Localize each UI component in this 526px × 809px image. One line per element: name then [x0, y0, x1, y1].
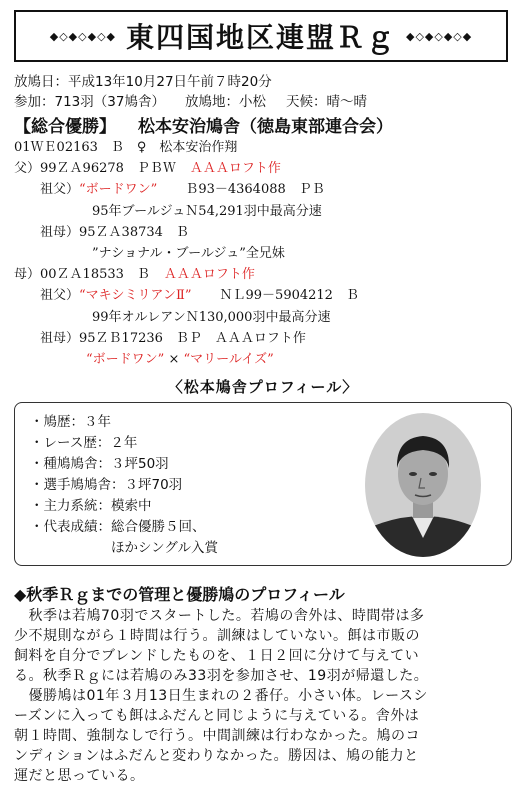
profile-item: ・代表成績：総合優勝５回、 — [30, 519, 206, 535]
paragraph-line: 少不規則ながら１時間は行う。訓練はしていない。餌は市販の — [14, 628, 420, 644]
paragraph-line: 朝１時間、強制なしで行う。中間訓練は行わなかった。鳩のコ — [14, 728, 420, 744]
sire-dam-line: 祖母）95ＺＡ38734 Ｂ — [40, 224, 189, 240]
profile-item: ・鳩歴：３年 — [30, 414, 111, 430]
paragraph-line: 優勝鳩は01年３月13日生まれの２番仔。小さい体。レースシ — [14, 688, 428, 704]
article-body — [14, 606, 512, 786]
paragraph-line: ーズンに入っても餌はふだんと同じように与えている。舎外は — [14, 708, 420, 724]
profile-item: ・選手鳩鳩舎：３坪70羽 — [30, 477, 183, 493]
bird-ring: 01ＷＥ02163 Ｂ ♀ 松本安治作翔 — [14, 140, 238, 155]
paragraph-line: 運だと思っている。 — [14, 768, 145, 784]
sire-dam-note: ”ナショナル・ブールジュ”全兄妹 — [92, 245, 285, 261]
weather: 天候：晴～晴 — [285, 94, 367, 110]
title-decoration-right: ◆◇◆◇◆◇◆ — [406, 29, 473, 43]
profile-item: ・レース歴：２年 — [30, 435, 138, 451]
paragraph-line: る。秋季Ｒｇには若鳩のみ33羽を参加させ、19羽が帰還した。 — [14, 668, 429, 684]
race-info-line — [14, 90, 367, 110]
profile-list — [30, 412, 218, 559]
profile-item: ほかシングル入賞 — [30, 540, 218, 556]
release-date: 放鳩日：平成13年10月27日午前７時20分 — [14, 74, 272, 90]
dam-line: 母）00ＺＡ18533 Ｂ ＡＡＡロフト作 — [14, 267, 255, 283]
winner-label: 【総合優勝】 — [14, 117, 116, 137]
dam-dam-note: “ボードワン” × “マリールイズ” — [86, 351, 274, 367]
profile-item: ・主力系統：模索中 — [30, 498, 152, 514]
profile-item: ・種鳩鳩舎：３坪50羽 — [30, 456, 169, 472]
dam-sire-line: 祖父）“マキシミリアンⅡ” ＮＬ99－5904212 Ｂ — [40, 288, 359, 304]
title-decoration-left: ◆◇◆◇◆◇◆ — [49, 29, 116, 43]
release-point: 放鳩地：小松 — [184, 94, 266, 110]
profile-header: 〈松本鳩舎プロフィール〉 — [167, 378, 359, 396]
title-banner — [14, 10, 508, 62]
sire-line: 父）99ＺＡ96278 ＰＢＷ ＡＡＡロフト作 — [14, 161, 281, 177]
paragraph-line: 飼料を自分でブレンドしたものを、１日２回に分けて与えてい — [14, 648, 420, 664]
section-title: ◆秋季Ｒｇまでの管理と優勝鳩のプロフィール — [14, 585, 345, 604]
paragraph-line: ンディションはふだんと変わりなかった。勝因は、鳩の能力と — [14, 748, 419, 764]
dam-sire-note: 99年オルレアンＮ130,000羽中最高分速 — [92, 309, 331, 325]
sire-sire-note: 95年ブールジュＮ54,291羽中最高分速 — [92, 203, 322, 219]
winner-heading — [14, 112, 393, 137]
owner-portrait — [364, 412, 482, 558]
page-title: 東四国地区連盟Ｒｇ — [125, 21, 396, 54]
winner-name: 松本安治鳩舎（徳島東部連合会） — [138, 117, 393, 137]
dam-dam-line: 祖母）95ＺＢ17236 ＢＰ ＡＡＡロフト作 — [40, 330, 306, 346]
pedigree — [14, 137, 514, 370]
participants: 参加：713羽（37鳩舎） — [14, 94, 165, 110]
sire-sire-line: 祖父）“ボードワン” Ｂ93－4364088 ＰＢ — [40, 182, 325, 198]
paragraph-line: 秋季は若鳩70羽でスタートした。若鳩の舎外は、時間帯は多 — [14, 608, 425, 624]
